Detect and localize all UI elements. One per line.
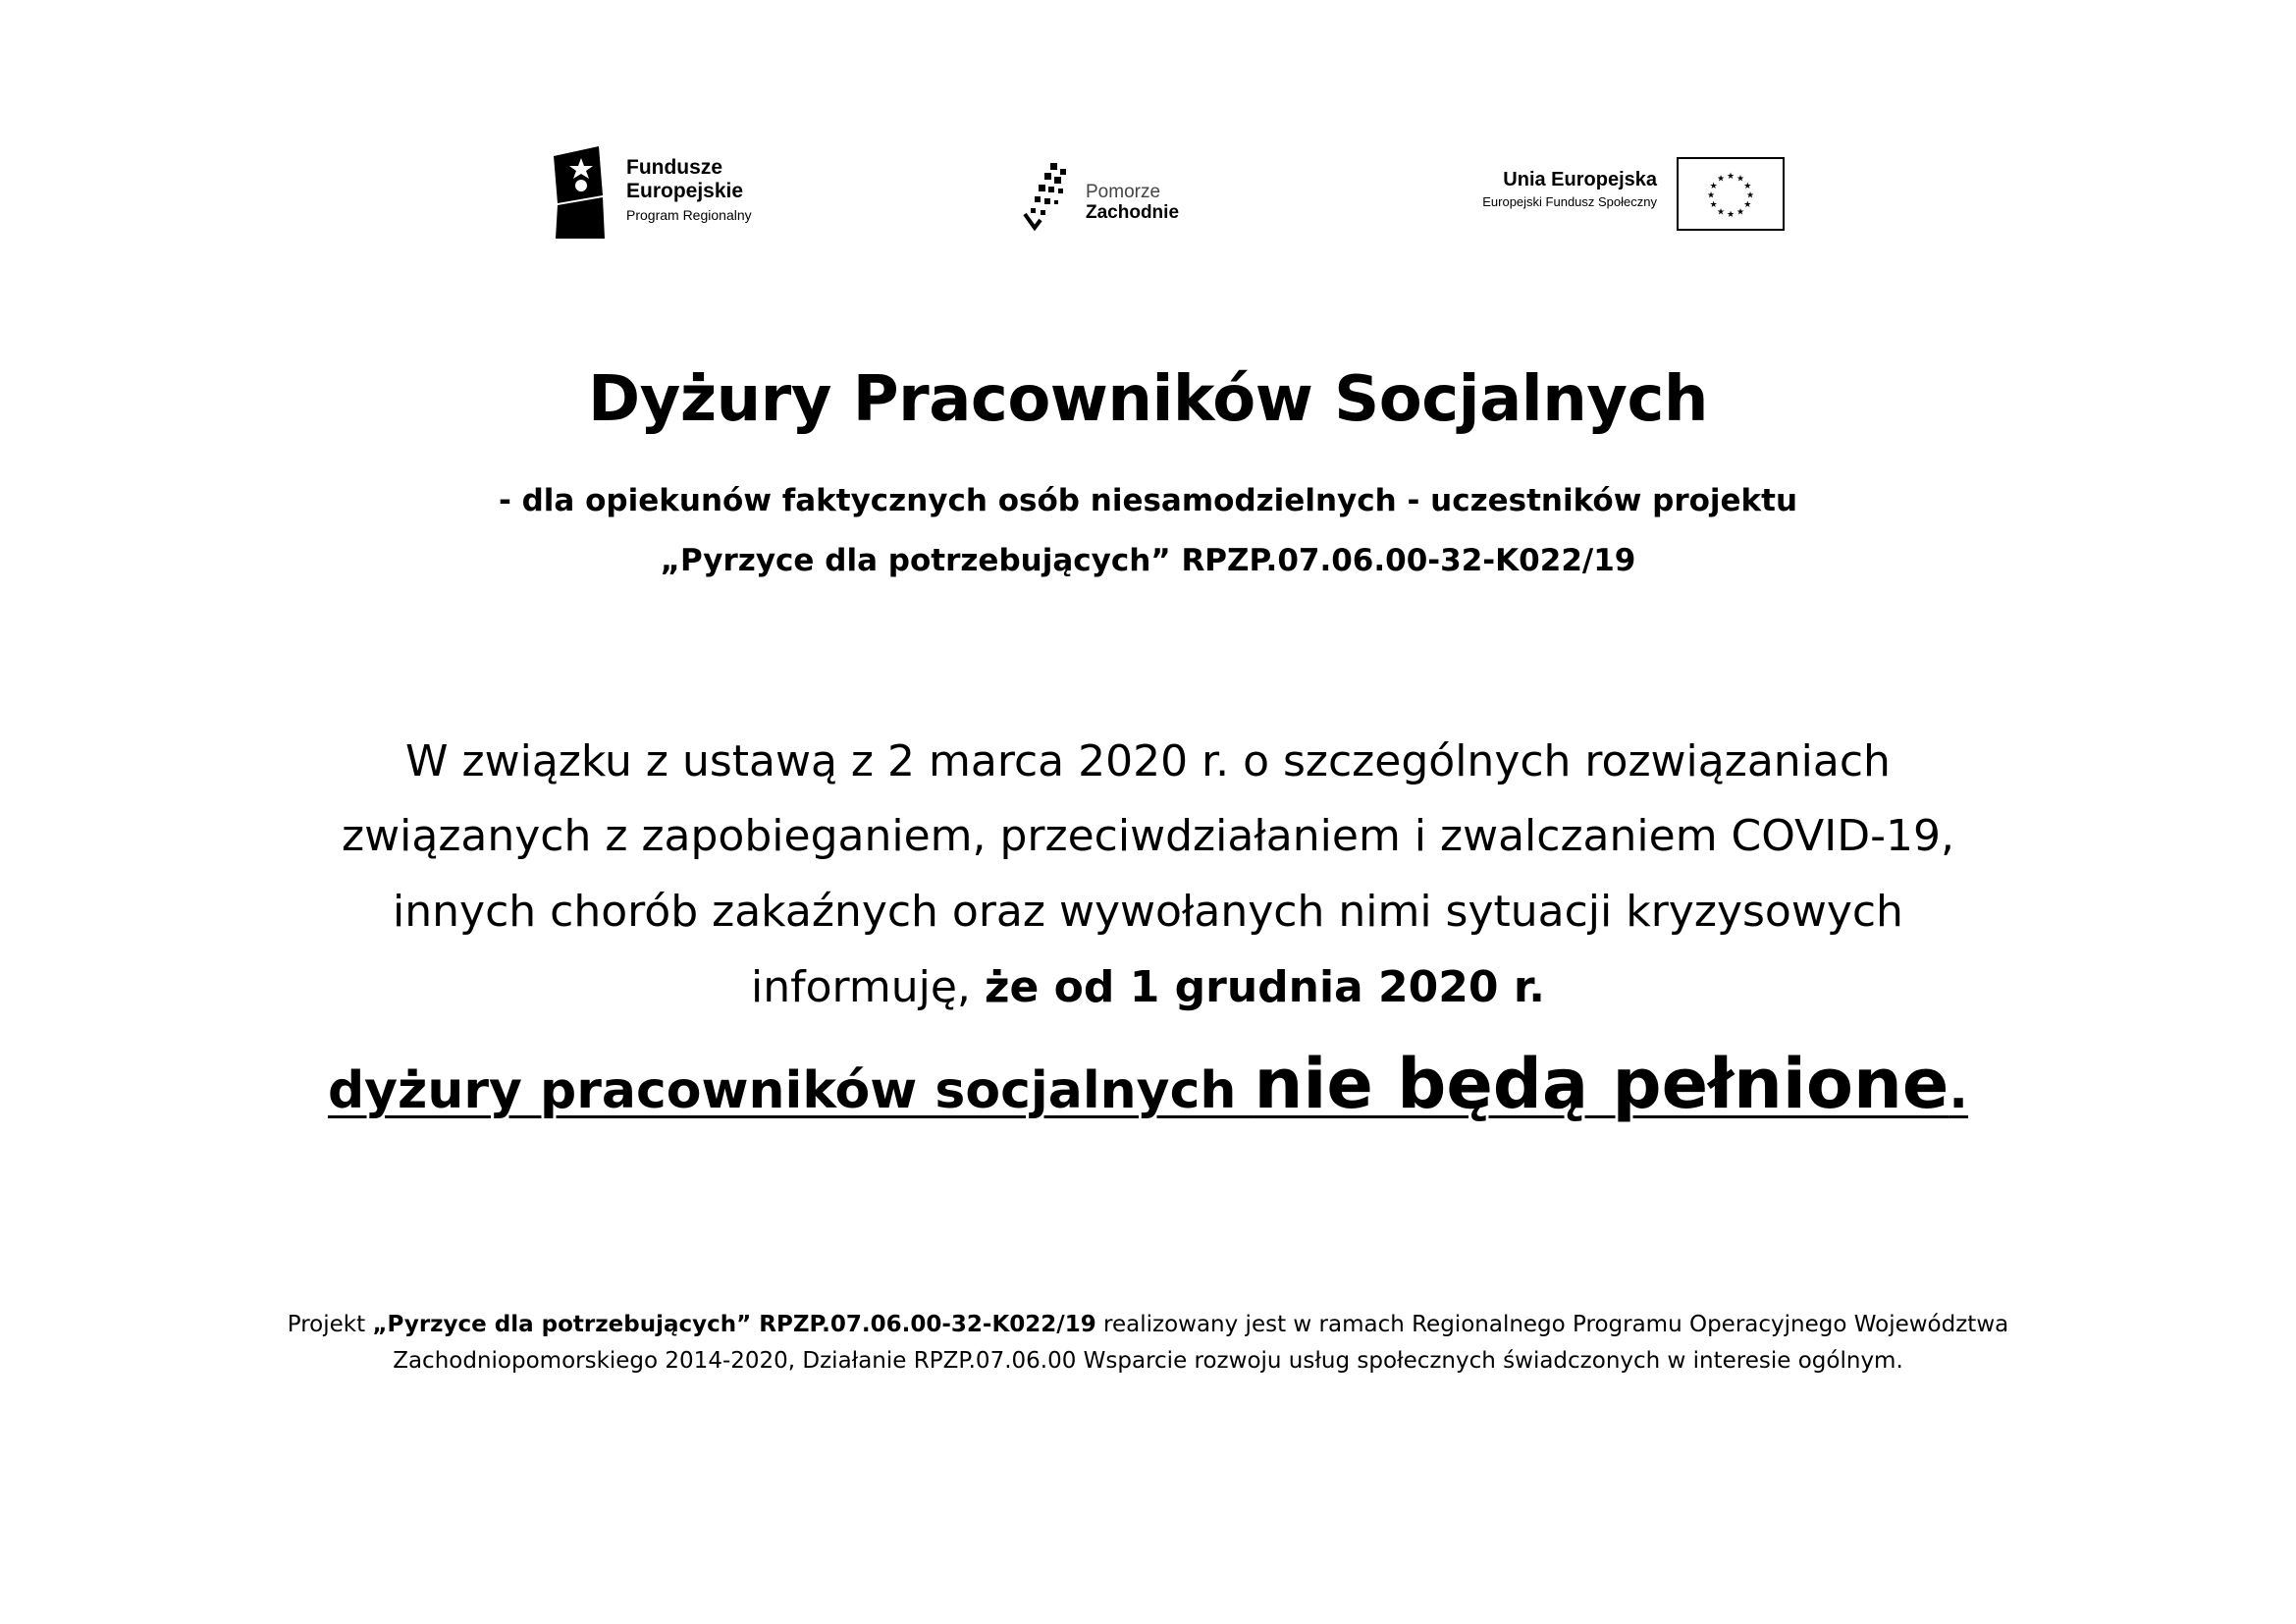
footer-suffix: realizowany jest w ramach Regionalnego Programu Operacyjnego Województwa (1095, 1312, 2009, 1337)
footer-line-1 (0, 1312, 2296, 1337)
svg-text:★: ★ (1743, 200, 1752, 211)
footer-prefix: Projekt (287, 1312, 373, 1337)
unia-logo-line1: Unia Europejska (1503, 169, 1657, 190)
unia-europejska-logo (1402, 157, 1785, 236)
fundusze-logo-line1: Fundusze (626, 156, 722, 179)
pomorze-zachodnie-emblem-icon (1021, 159, 1082, 238)
eu-flag-icon (1677, 157, 1785, 231)
svg-text:★: ★ (1735, 174, 1745, 185)
svg-text:★: ★ (1709, 181, 1718, 191)
footer-project-name: „Pyrzyce dla potrzebujących” RPZP.07.06.00-32-K022/19 (372, 1312, 1096, 1337)
notice-part-1: dyżury pracowników socjalnych (327, 1061, 1255, 1120)
svg-text:★: ★ (1735, 207, 1745, 218)
pomorze-zachodnie-logo (1021, 147, 1217, 245)
footer-line-2: Zachodniopomorskiego 2014-2020, Działanie RPZP.07.06.00 Wsparcie rozwoju usług społecznych świadczonych w interesie ogólnym. (393, 1348, 1903, 1374)
body-line-4-date: że od 1 grudnia 2020 r. (984, 962, 1545, 1012)
subtitle-audience: - dla opiekunów faktycznych osób niesamodzielnych - uczestników projektu (498, 483, 1798, 518)
svg-text:★: ★ (1716, 174, 1726, 185)
fundusze-logo-line3: Program Regionalny (626, 207, 752, 224)
notice (0, 1043, 2296, 1125)
svg-text:★: ★ (1716, 207, 1726, 218)
svg-text:★: ★ (1726, 172, 1735, 182)
page-title: Dyżury Pracowników Socjalnych (588, 363, 1708, 436)
unia-logo-line2: Europejski Fundusz Społeczny (1482, 194, 1657, 209)
notice-underlined (327, 1044, 1969, 1124)
fundusze-europejskie-logo (552, 144, 797, 243)
body-line-3: innych chorób zakaźnych oraz wywołanych nimi sytuacji kryzysowych (393, 887, 1903, 937)
svg-text:★: ★ (1726, 210, 1735, 220)
svg-text:★: ★ (1743, 181, 1752, 191)
svg-text:★: ★ (1745, 190, 1755, 201)
notice-part-3: . (1949, 1061, 1969, 1120)
svg-text:★: ★ (1706, 190, 1716, 201)
pomorze-logo-line2: Zachodnie (1086, 201, 1180, 223)
notice-part-2: nie będą pełnione (1254, 1044, 1949, 1124)
fundusze-logo-line2: Europejskie (626, 180, 744, 203)
fundusze-europejskie-emblem-icon (552, 144, 607, 241)
subtitle-project: „Pyrzyce dla potrzebujących” RPZP.07.06.00-32-K022/19 (660, 543, 1636, 578)
body-line-1: W związku z ustawą z 2 marca 2020 r. o szczególnych rozwiązaniach (405, 736, 1891, 786)
body-line-4 (0, 962, 2296, 1012)
svg-text:★: ★ (1709, 200, 1718, 211)
body-line-2: związanych z zapobieganiem, przeciwdziałaniem i zwalczaniem COVID-19, (342, 811, 1954, 861)
body-line-4-regular: informuję, (751, 962, 985, 1012)
pomorze-logo-line1: Pomorze (1086, 182, 1161, 202)
